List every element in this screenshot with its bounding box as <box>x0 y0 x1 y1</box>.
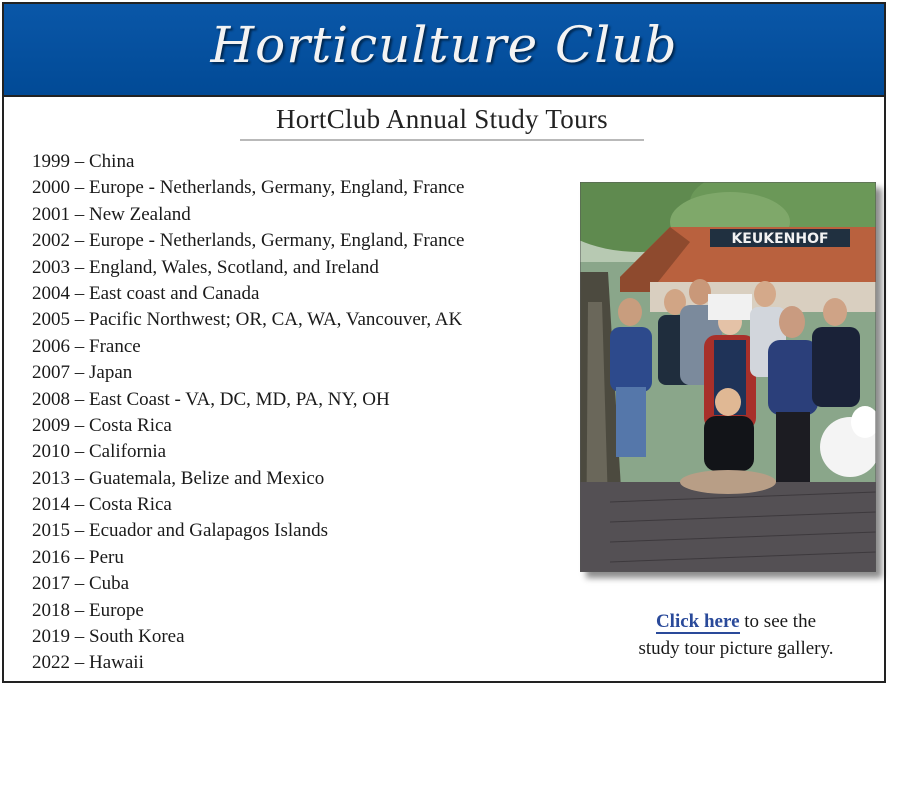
tour-list-item <box>32 413 464 439</box>
tour-year: 2010 <box>32 441 70 463</box>
tour-list-item <box>32 175 464 201</box>
tour-year: 2006 <box>32 335 70 357</box>
tour-year: 2017 <box>32 573 70 595</box>
tour-destination: Europe <box>89 599 144 621</box>
tour-separator: – <box>70 362 89 384</box>
tour-destination: Hawaii <box>89 652 144 674</box>
gallery-note <box>584 608 888 662</box>
tour-destination: Europe - Netherlands, Germany, England, France <box>89 177 465 199</box>
site-title: Horticulture Club <box>210 16 678 74</box>
gallery-text-line2: study tour picture gallery. <box>638 638 834 659</box>
header-banner <box>4 4 884 97</box>
tour-separator: – <box>70 599 89 621</box>
tour-list-item <box>32 466 464 492</box>
tour-year: 2003 <box>32 256 70 278</box>
subtitle-divider <box>240 139 644 141</box>
tour-list-item <box>32 545 464 571</box>
tour-year: 2005 <box>32 309 70 331</box>
tour-year: 2016 <box>32 546 70 568</box>
gallery-text-after-link: to see the <box>739 611 817 632</box>
tour-year: 2019 <box>32 626 70 648</box>
tour-group-photo <box>580 182 876 572</box>
tour-destination: Pacific Northwest; OR, CA, WA, Vancouver, AK <box>89 309 463 331</box>
page-subtitle: HortClub Annual Study Tours <box>276 104 608 134</box>
tour-separator: – <box>70 230 89 252</box>
tour-separator: – <box>70 282 89 304</box>
tour-list-item <box>32 598 464 624</box>
tour-separator: – <box>70 441 89 463</box>
tour-list-item <box>32 307 464 333</box>
tour-separator: – <box>70 494 89 516</box>
tour-year: 2013 <box>32 467 70 489</box>
tour-year: 2022 <box>32 652 70 674</box>
tour-year: 2009 <box>32 414 70 436</box>
tour-destination: Costa Rica <box>89 414 172 436</box>
tour-separator: – <box>70 151 89 172</box>
tour-year: 2014 <box>32 494 70 516</box>
tour-destination: France <box>89 335 141 357</box>
tour-list-item <box>32 439 464 465</box>
tour-destination: Costa Rica <box>89 494 172 516</box>
tour-list-item <box>32 228 464 254</box>
tour-year: 2000 <box>32 177 70 199</box>
tour-year: 2008 <box>32 388 70 410</box>
tour-separator: – <box>70 177 89 199</box>
tour-separator: – <box>70 467 89 489</box>
tour-destination: Ecuador and Galapagos Islands <box>89 520 329 542</box>
tour-year: 2001 <box>32 203 70 225</box>
tour-separator: – <box>70 203 89 225</box>
tour-year: 2007 <box>32 362 70 384</box>
tour-separator: – <box>70 652 89 674</box>
page-frame <box>2 2 886 683</box>
tour-year: 2002 <box>32 230 70 252</box>
tour-separator: – <box>70 520 89 542</box>
tour-destination: Japan <box>89 362 133 384</box>
tour-year: 2004 <box>32 282 70 304</box>
tour-destination: East coast and Canada <box>89 282 260 304</box>
tour-separator: – <box>70 256 89 278</box>
tour-year: 1999 <box>32 151 70 172</box>
tour-list-item <box>32 492 464 518</box>
tour-list-item <box>32 360 464 386</box>
tour-separator: – <box>70 626 89 648</box>
tour-destination: China <box>89 151 135 172</box>
gallery-link[interactable]: Click here <box>655 611 740 632</box>
tour-list-item <box>32 202 464 228</box>
tour-list-item <box>32 650 464 676</box>
tour-list-item <box>32 281 464 307</box>
tour-separator: – <box>70 414 89 436</box>
tour-list-item <box>32 518 464 544</box>
tour-list-item <box>32 334 464 360</box>
tour-list-item <box>32 387 464 413</box>
tour-destination: Guatemala, Belize and Mexico <box>89 467 325 489</box>
tour-list-item <box>32 624 464 650</box>
tour-year: 2018 <box>32 599 70 621</box>
tour-destination: Europe - Netherlands, Germany, England, France <box>89 230 465 252</box>
tour-destination: New Zealand <box>89 203 191 225</box>
group-photo-image <box>580 182 876 572</box>
keukenhof-sign: KEUKENHOF <box>731 231 829 247</box>
tour-separator: – <box>70 573 89 595</box>
tour-destination: California <box>89 441 167 463</box>
tour-destination: South Korea <box>89 626 185 648</box>
tour-list-item <box>32 149 464 175</box>
tour-separator: – <box>70 546 89 568</box>
tour-destination: England, Wales, Scotland, and Ireland <box>89 256 379 278</box>
tour-separator: – <box>70 335 89 357</box>
tour-list <box>32 149 464 677</box>
tour-destination: Cuba <box>89 573 130 595</box>
tour-year: 2015 <box>32 520 70 542</box>
tour-list-item <box>32 571 464 597</box>
tour-separator: – <box>70 388 89 410</box>
tour-separator: – <box>70 309 89 331</box>
tour-destination: East Coast - VA, DC, MD, PA, NY, OH <box>89 388 390 410</box>
tour-list-item <box>32 255 464 281</box>
tour-destination: Peru <box>89 546 124 568</box>
